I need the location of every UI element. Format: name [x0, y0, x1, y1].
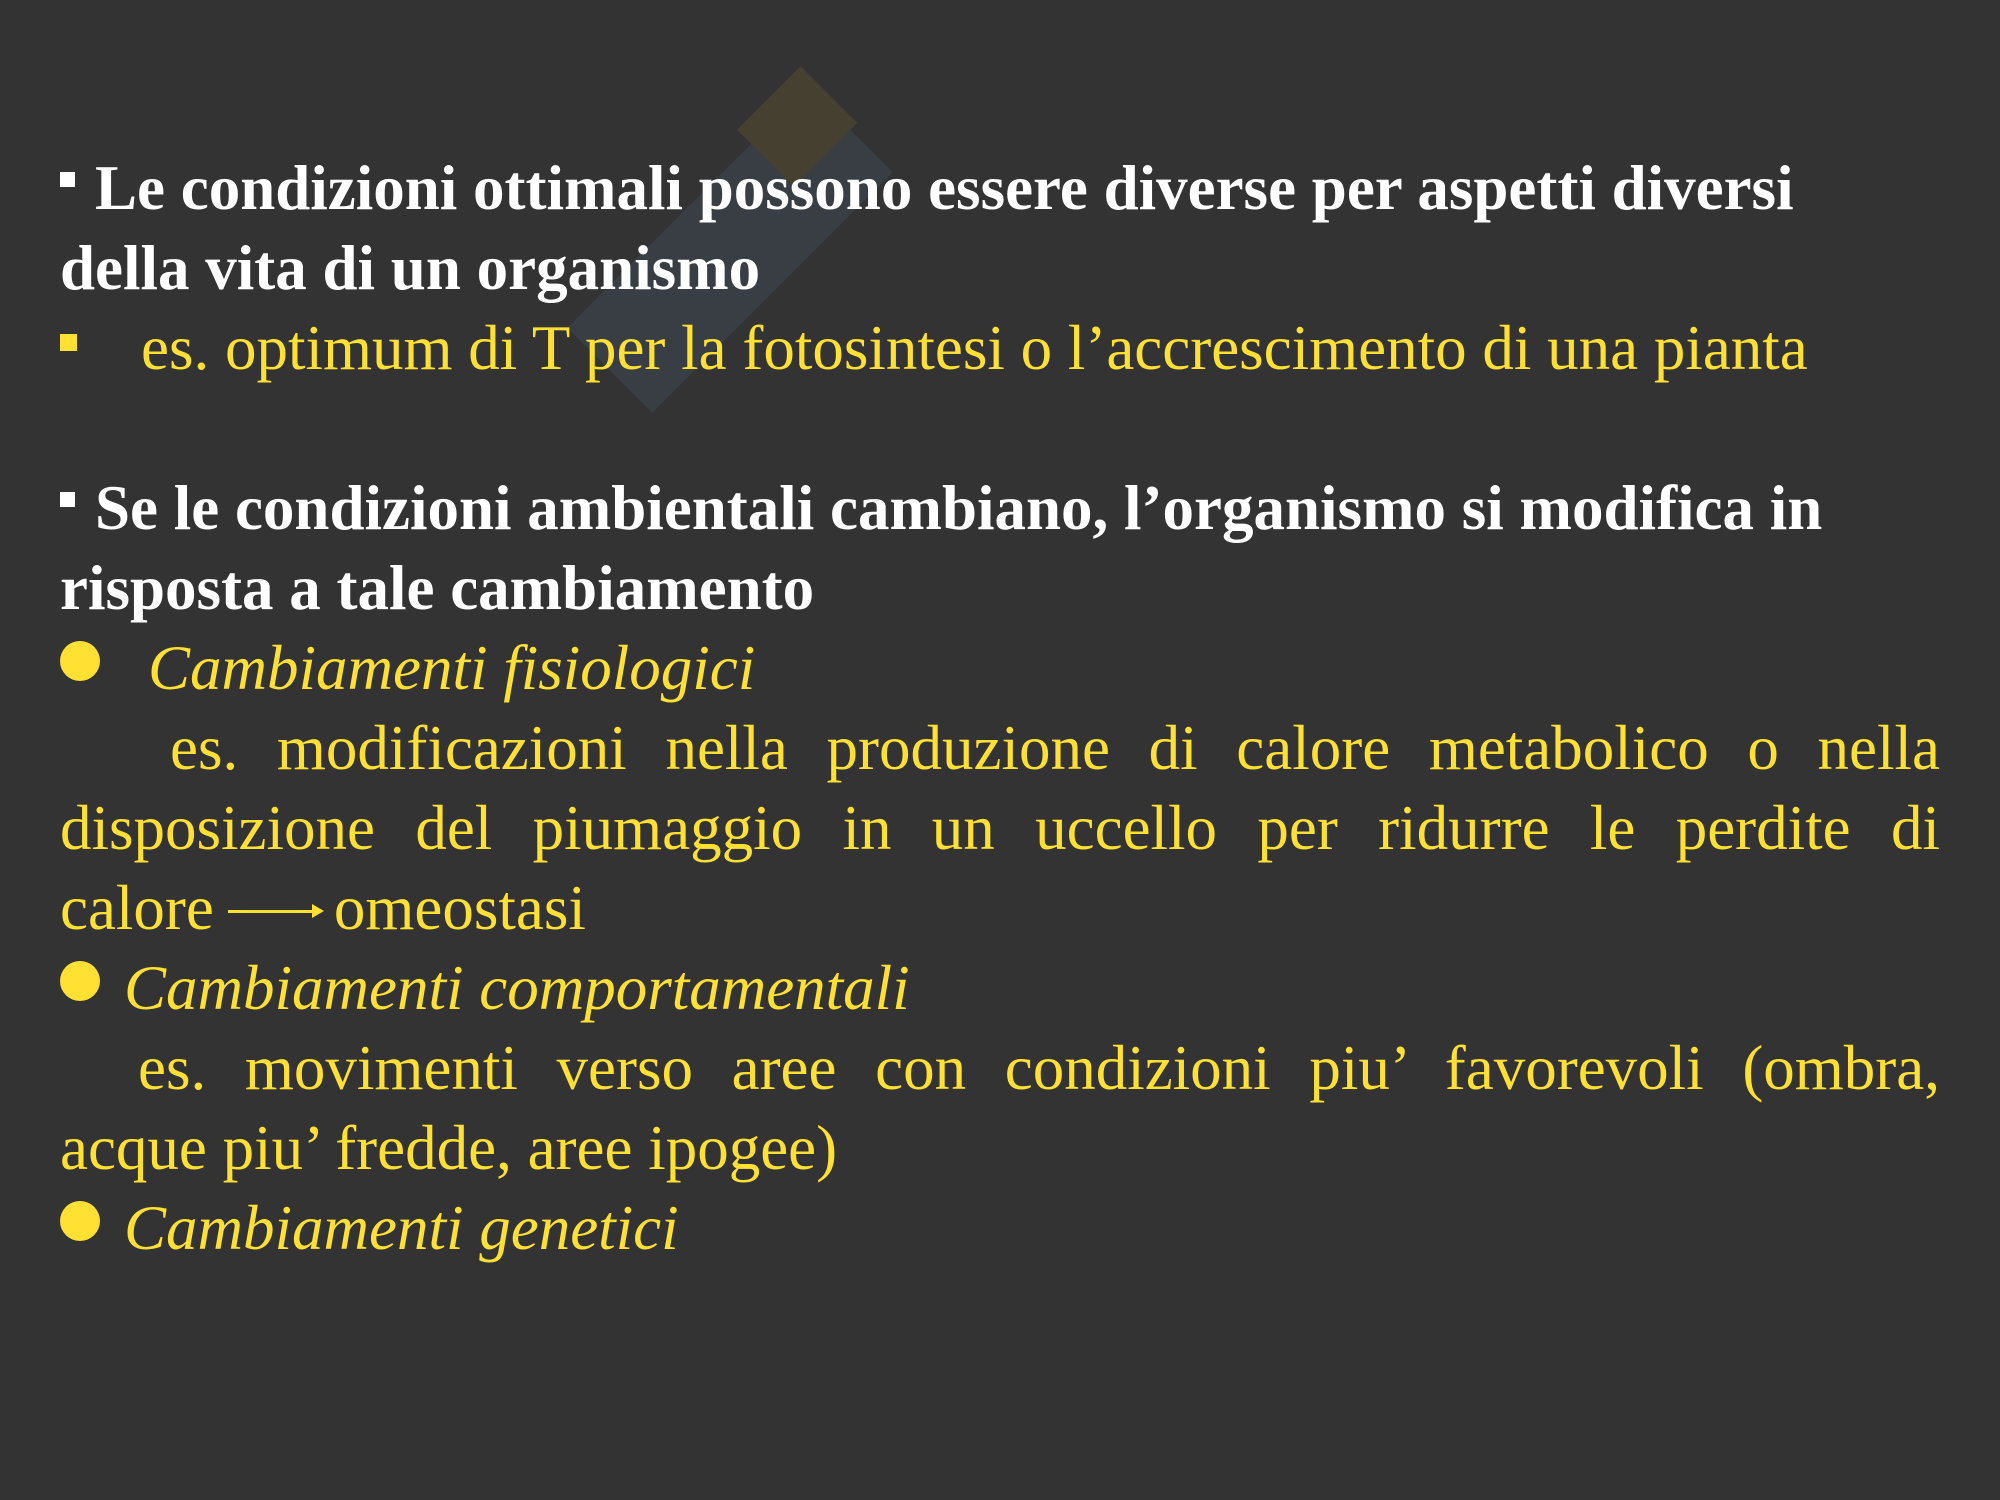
item-2-example-line-2: acque piu’ fredde, aree ipogee): [60, 1113, 838, 1183]
bullet-1-example-text: es. optimum di T per la fotosintesi o l’accrescimento di una pianta: [141, 313, 1808, 383]
square-bullet-icon: [60, 172, 75, 187]
bullet-1-text: Le condizioni ottimali possono essere diverse per aspetti diversi: [95, 153, 1794, 223]
bullet-1-example: [60, 308, 1940, 388]
item-1-example-line-3: [60, 868, 1940, 948]
item-1-example-line-3-end: omeostasi: [333, 873, 586, 943]
square-bullet-icon: [60, 492, 75, 507]
square-bullet-icon: [60, 334, 77, 351]
circle-bullet-icon: [60, 961, 100, 1001]
item-1-title-row: [60, 628, 1940, 708]
bullet-2-text: Se le condizioni ambientali cambiano, l’organismo si modifica in: [95, 473, 1823, 543]
bullet-1-continuation: della vita di un organismo: [60, 233, 761, 303]
bullet-1: [60, 148, 1940, 228]
item-2-title-row: [60, 948, 1940, 1028]
circle-bullet-icon: [60, 641, 100, 681]
item-3-title: Cambiamenti genetici: [124, 1193, 679, 1263]
item-1-example-line-3-start: calore: [60, 873, 214, 943]
item-3-title-row: [60, 1188, 1940, 1268]
item-1-title: Cambiamenti fisiologici: [148, 633, 756, 703]
circle-bullet-icon: [60, 1201, 100, 1241]
bullet-2-continuation: risposta a tale cambiamento: [60, 553, 815, 623]
item-2-title: Cambiamenti comportamentali: [124, 953, 910, 1023]
right-arrow-icon: [228, 901, 324, 921]
item-1-example-line-2: disposizione del piumaggio in un uccello per ridurre le perdite di: [60, 793, 1940, 863]
item-2-example-line-1: es. movimenti verso aree con condizioni piu’ favorevoli (ombra,: [138, 1033, 1940, 1103]
bullet-2: [60, 468, 1940, 548]
item-1-example-line-1: es. modificazioni nella produzione di calore metabolico o nella: [170, 713, 1940, 783]
